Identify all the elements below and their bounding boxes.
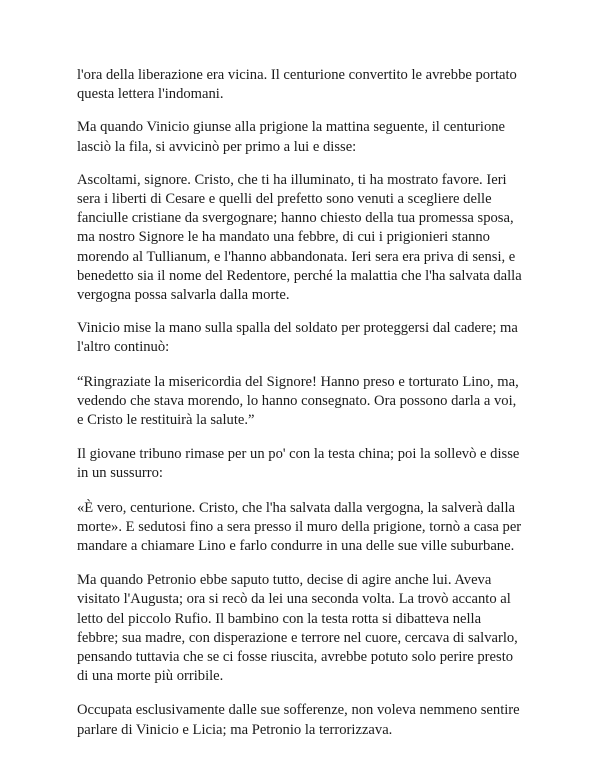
paragraph-3 (77, 171, 547, 305)
paragraph-6 (77, 445, 547, 483)
paragraph-7 (77, 499, 547, 557)
text-line: l'altro continuò: (77, 339, 170, 356)
text-line: pensando tuttavia che se ci fosse riuscita, avrebbe potuto solo perire presto (77, 649, 514, 666)
paragraph-9 (77, 701, 547, 739)
text-line: visitato l'Augusta; ora si recò da lei una seconda volta. La trovò accanto al (77, 591, 511, 608)
text-line: di una morte più orribile. (77, 668, 224, 685)
text-line: Ma quando Petronio ebbe saputo tutto, decise di agire anche lui. Aveva (77, 572, 492, 589)
text-line: l'ora della liberazione era vicina. Il centurione convertito le avrebbe portato (77, 67, 517, 83)
text-line: lasciò la fila, si avvicinò per primo a lui e disse: (77, 138, 357, 155)
text-line: vergogna possa salvarla dalla morte. (77, 287, 290, 304)
text-line: morendo al Tullianum, e l'hanno abbandonata. Ieri sera era priva di sensi, e (77, 248, 516, 265)
text-line: Occupata esclusivamente dalle sue sofferenze, non voleva nemmeno sentire (77, 702, 520, 719)
paragraph-5 (77, 373, 547, 431)
text-line: in un sussurro: (77, 465, 163, 482)
text-line: “Ringraziate la misericordia del Signore! Hanno preso e torturato Lino, ma, (77, 373, 519, 390)
text-line: ma nostro Signore le ha mandato una febbre, di cui i prigionieri stanno (77, 229, 490, 246)
text-line: vedendo che stava morendo, lo hanno consegnato. Ora possono darla a voi, (77, 392, 517, 409)
paragraph-4 (77, 319, 547, 357)
text-line: e Cristo le restituirà la salute.” (77, 412, 255, 429)
text-line: questa lettera l'indomani. (77, 86, 224, 103)
text-line: morte». E sedutosi fino a sera presso il muro della prigione, tornò a casa per (77, 518, 522, 535)
text-line: «È vero, centurione. Cristo, che l'ha salvata dalla vergogna, la salverà dalla (77, 499, 515, 516)
text-line: Ma quando Vinicio giunse alla prigione la mattina seguente, il centurione (77, 119, 506, 136)
text-line: letto del piccolo Rufio. Il bambino con la testa rotta si dibatteva nella (77, 610, 482, 627)
text-line: fanciulle cristiane da svergognare; hanno chiesto della tua promessa sposa, (77, 210, 514, 227)
paragraph-2 (77, 118, 547, 156)
text-line: febbre; sua madre, con disperazione e terrore nel cuore, cercava di salvarlo, (77, 629, 518, 646)
text-line: sera i liberti di Cesare e quelli del prefetto sono venuti a scegliere delle (77, 191, 492, 208)
text-line: Ascoltami, signore. Cristo, che ti ha illuminato, ti ha mostrato favore. Ieri (77, 171, 507, 188)
text-line: benedetto sia il nome del Redentore, perché la malattia che l'ha salvata dalla (77, 267, 522, 284)
text-line: mandare a chiamare Lino e farlo condurre in una delle sue ville suburbane. (77, 538, 515, 555)
text-line: Il giovane tribuno rimase per un po' con la testa china; poi la sollevò e disse (77, 446, 520, 463)
paragraph-1 (77, 66, 547, 104)
paragraph-8 (77, 571, 547, 686)
text-line: parlare di Vinicio e Licia; ma Petronio la terrorizzava. (77, 721, 393, 738)
text-line: Vinicio mise la mano sulla spalla del soldato per proteggersi dal cadere; ma (77, 320, 518, 337)
body-text (77, 66, 547, 756)
